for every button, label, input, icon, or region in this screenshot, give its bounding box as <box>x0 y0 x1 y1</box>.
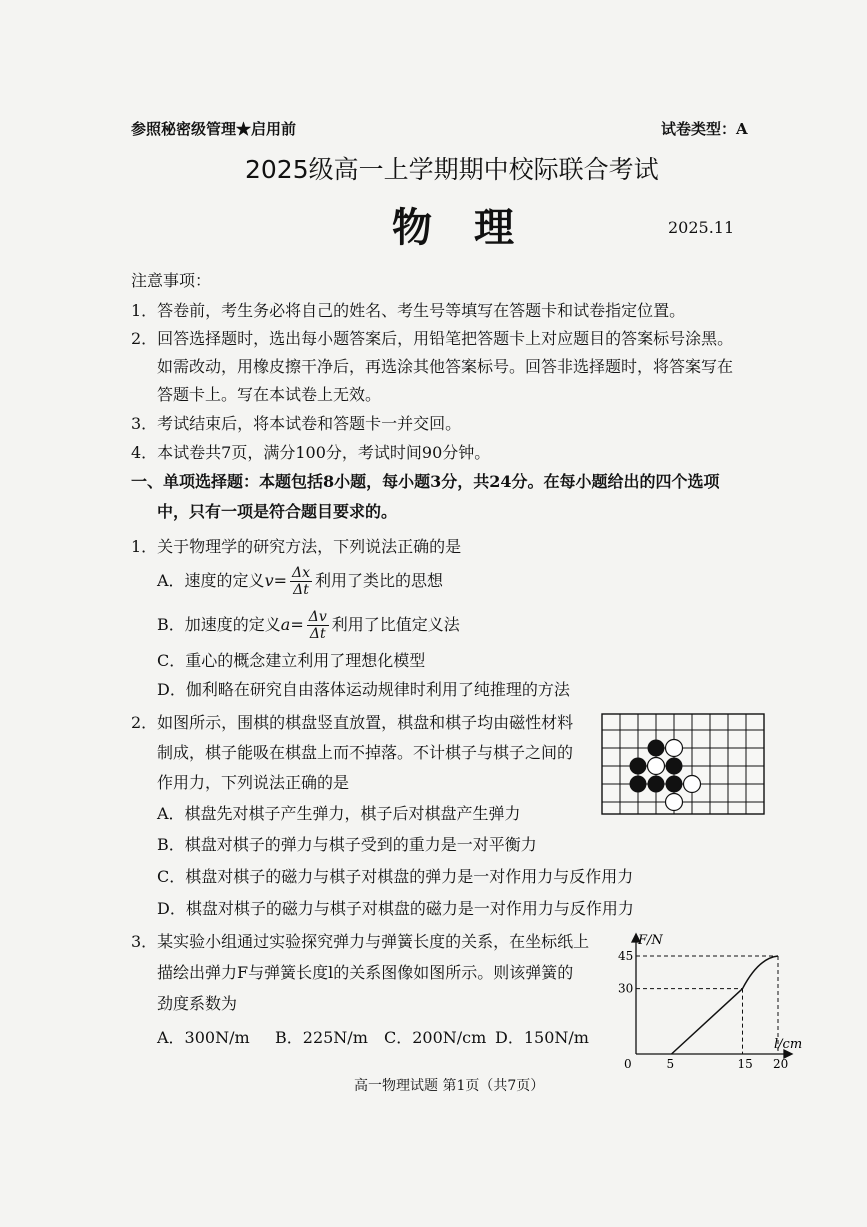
q3-option-b: B．225N/m <box>275 1028 368 1047</box>
fraction: $\frac{\Delta x}{\Delta t}$ <box>292 565 311 598</box>
fraction: $\frac{\Delta v}{\Delta t}$ <box>308 609 327 642</box>
q2-stem: 作用力，下列说法正确的是 <box>157 773 350 792</box>
white-stone <box>666 794 683 811</box>
tick-labels <box>618 949 788 1070</box>
force-length-chart <box>610 928 810 1070</box>
notice-item: 1．答卷前，考生务必将自己的姓名、考生号等填写在答题卡和试卷指定位置。 <box>131 301 686 320</box>
go-board-figure <box>600 712 766 816</box>
x-tick-label: 15 <box>737 1057 753 1070</box>
q2-option-c: C．棋盘对棋子的磁力与棋子对棋盘的弹力是一对作用力与反作用力 <box>157 867 634 886</box>
x-axis-label: l/cm <box>774 1037 803 1052</box>
q1-option-b: B．加速度的定义a= $\frac{\Delta v}{\Delta t}$ 利用了比值定义法 <box>157 609 460 642</box>
black-stone <box>666 776 683 793</box>
q3-stem: 3．某实验小组通过实验探究弹力与弹簧长度的关系，在坐标纸上 <box>131 932 590 951</box>
q3-option-d: D．150N/m <box>495 1028 589 1047</box>
black-stone <box>630 776 647 793</box>
notice-heading: 注意事项： <box>131 271 212 290</box>
dashed-guides <box>636 956 778 1054</box>
x-tick-label: 5 <box>666 1057 675 1070</box>
notice-item: 3．考试结束后，将本试卷和答题卡一并交回。 <box>131 414 462 433</box>
q3-stem: 劲度系数为 <box>157 994 238 1013</box>
y-tick-label: 45 <box>618 949 634 963</box>
confidentiality-label: 参照秘密级管理★启用前 <box>131 120 297 138</box>
y-tick-label: 30 <box>618 981 634 996</box>
notice-item: 答题卡上。写在本试卷上无效。 <box>157 385 382 404</box>
page-footer: 高一物理试题 第1页（共7页） <box>354 1078 545 1094</box>
white-stone <box>648 758 665 775</box>
chart-axes <box>632 934 792 1058</box>
q2-option-a: A．棋盘先对棋子产生弹力，棋子后对棋盘产生弹力 <box>157 804 521 823</box>
notice-item: 4．本试卷共7页，满分100分，考试时间90分钟。 <box>131 443 491 462</box>
q2-stem: 2．如图所示，围棋的棋盘竖直放置，棋盘和棋子均由磁性材料 <box>131 713 574 732</box>
q2-stem: 制成，棋子能吸在棋盘上而不掉落。不计棋子与棋子之间的 <box>157 743 574 762</box>
q3-option-c: C．200N/cm <box>384 1028 487 1047</box>
q1-option-c: C．重心的概念建立利用了理想化模型 <box>157 651 426 670</box>
paper-type-label: 试卷类型：A <box>661 120 748 138</box>
notice-item: 2．回答选择题时，选出每小题答案后，用铅笔把答题卡上对应题目的答案标号涂黑。 <box>131 329 734 348</box>
notice-item: 如需改动，用橡皮擦干净后，再选涂其他答案标号。回答非选择题时，将答案写在 <box>157 357 734 376</box>
data-series <box>672 956 779 1054</box>
board-frame <box>602 714 764 814</box>
exam-date: 2025.11 <box>668 218 735 237</box>
x-tick-label: 0 <box>624 1057 632 1070</box>
black-stone <box>648 776 665 793</box>
q3-option-a: A．300N/m <box>157 1028 250 1047</box>
white-stone <box>684 776 701 793</box>
series-line-linear <box>672 989 743 1054</box>
x-tick-label: 20 <box>773 1057 789 1070</box>
q2-option-d: D．棋盘对棋子的磁力与棋子对棋盘的磁力是一对作用力与反作用力 <box>157 899 634 918</box>
subject-title: 物理 <box>392 204 556 251</box>
q1-stem: 1．关于物理学的研究方法，下列说法正确的是 <box>131 537 462 556</box>
white-stone <box>666 740 683 757</box>
black-stone <box>630 758 647 775</box>
q3-stem: 描绘出弹力F与弹簧长度l的关系图像如图所示。则该弹簧的 <box>157 963 574 982</box>
black-stone <box>666 758 683 775</box>
section-heading-cont: 中，只有一项是符合题目要求的。 <box>157 502 398 521</box>
y-axis-label: F/N <box>638 933 663 948</box>
series-line-curve <box>743 956 779 989</box>
black-stone <box>648 740 665 757</box>
q1-option-a: A．速度的定义v= $\frac{\Delta x}{\Delta t}$ 利用了类比的思想 <box>157 565 444 598</box>
exam-title: 2025级高一上学期期中校际联合考试 <box>245 155 659 184</box>
q2-option-b: B．棋盘对棋子的弹力与棋子受到的重力是一对平衡力 <box>157 835 537 854</box>
q1-option-d: D．伽利略在研究自由落体运动规律时利用了纯推理的方法 <box>157 680 570 699</box>
section-heading: 一、单项选择题：本题包括8小题，每小题3分，共24分。在每小题给出的四个选项 <box>131 472 720 491</box>
